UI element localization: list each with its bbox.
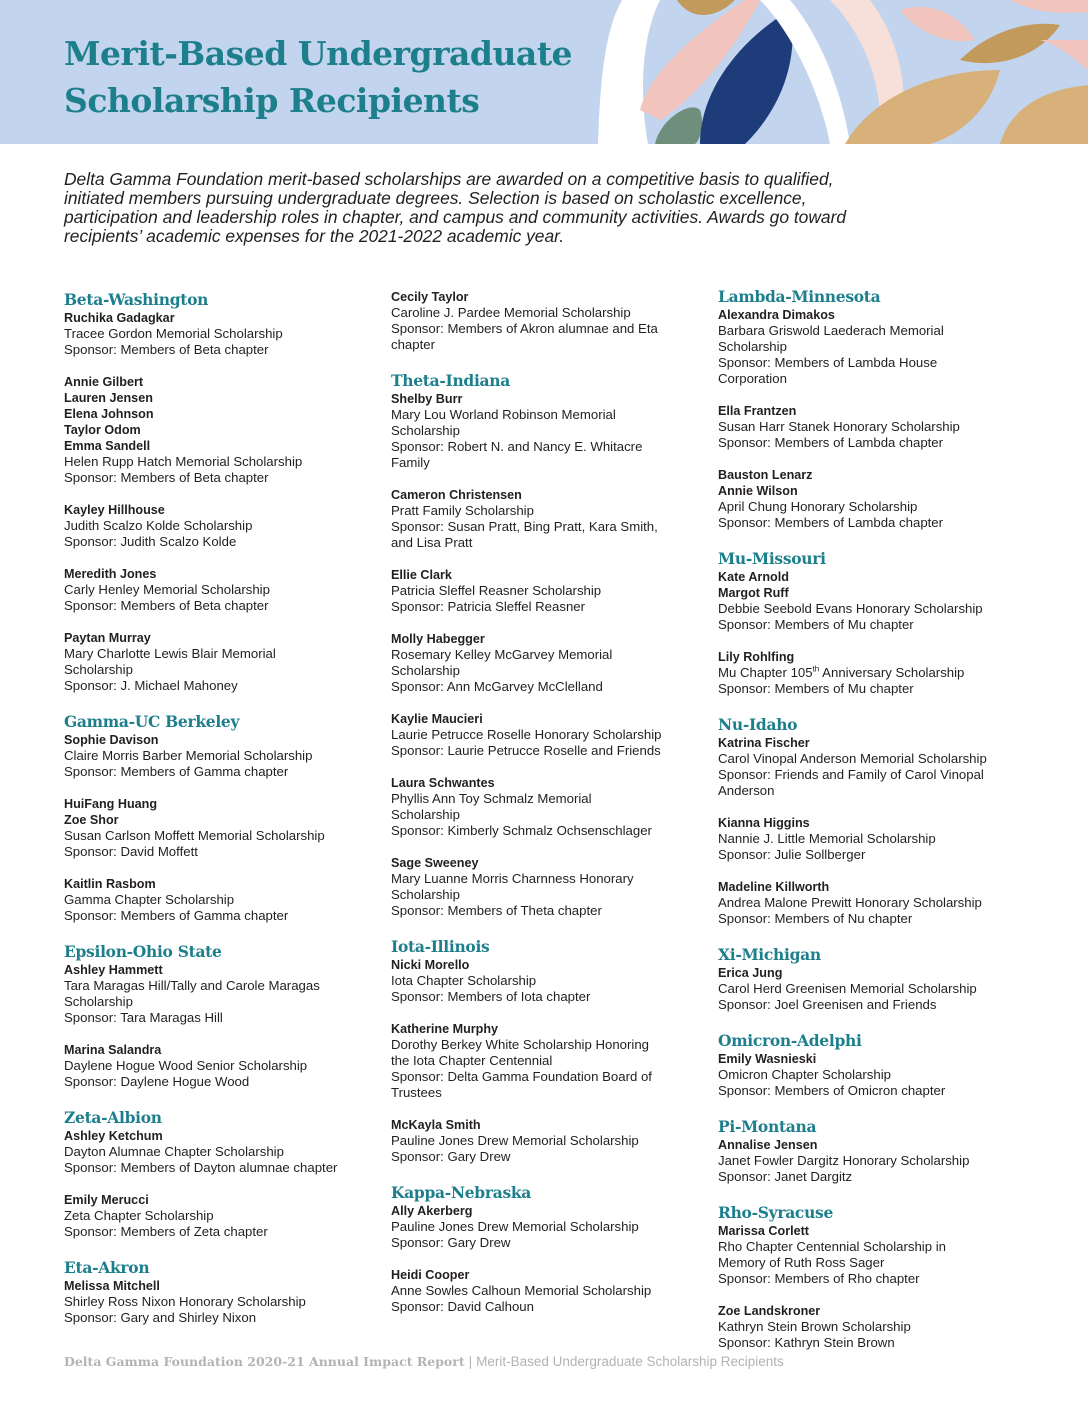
recipient-name: Kaylie Maucieri	[391, 712, 483, 726]
sponsor-text: Sponsor: Members of Theta chapter	[391, 903, 602, 918]
scholarship-name: Caroline J. Pardee Memorial Scholarship	[391, 305, 631, 320]
scholarship-entry	[64, 566, 394, 614]
sponsor-text: Sponsor: Members of Rho chapter	[718, 1271, 920, 1286]
chapter-kappa-nebraska	[391, 1183, 721, 1315]
sponsor-text: Sponsor: Members of Mu chapter	[718, 681, 914, 696]
recipient-name: Kaitlin Rasbom	[64, 877, 156, 891]
scholarship-name: Shirley Ross Nixon Honorary Scholarship	[64, 1294, 306, 1309]
sponsor-text: Sponsor: Members of Iota chapter	[391, 989, 591, 1004]
scholarship-entry	[718, 1223, 1048, 1287]
intro-line: participation and leadership roles in chapter, and campus and community activities. Awards go toward	[64, 207, 847, 227]
recipient-name: Annie Wilson	[718, 484, 798, 498]
recipient-name: Lily Rohlfing	[718, 650, 795, 664]
recipient-name: Bauston Lenarz	[718, 468, 813, 482]
scholarship-entry	[64, 962, 394, 1026]
scholarship-entry	[391, 1117, 721, 1165]
scholarship-entry	[718, 815, 1048, 863]
scholarship-name: Iota Chapter Scholarship	[391, 973, 537, 988]
scholarship-entry	[64, 732, 394, 780]
scholarship-name: Scholarship	[391, 423, 460, 438]
scholarship-name-part: Mu Chapter 105	[718, 665, 813, 680]
chapter-xi-michigan	[718, 945, 1048, 1013]
chapter-gamma-uc-berkeley	[64, 712, 394, 924]
scholarship-entry	[64, 310, 394, 358]
scholarship-name: Daylene Hogue Wood Senior Scholarship	[64, 1058, 308, 1073]
page-title	[64, 30, 572, 124]
chapter-heading: Epsilon-Ohio State	[64, 942, 222, 961]
chapter-heading: Pi-Montana	[718, 1117, 817, 1136]
sponsor-text: Sponsor: Members of Lambda chapter	[718, 515, 944, 530]
sponsor-text: Sponsor: Members of Gamma chapter	[64, 764, 289, 779]
chapter-heading: Nu-Idaho	[718, 715, 798, 734]
scholarship-name: Patricia Sleffel Reasner Scholarship	[391, 583, 602, 598]
leaf-shape	[598, 0, 660, 144]
recipient-name: Ally Akerberg	[391, 1204, 473, 1218]
sponsor-text: Family	[391, 455, 430, 470]
scholarship-entry	[718, 649, 1048, 697]
recipient-name: Ashley Hammett	[64, 963, 163, 977]
scholarship-name: Mary Luanne Morris Charnness Honorary	[391, 871, 634, 886]
recipient-name: Ruchika Gadagkar	[64, 311, 175, 325]
scholarship-name: Dorothy Berkey White Scholarship Honoring	[391, 1037, 650, 1052]
sponsor-text: Sponsor: Julie Sollberger	[718, 847, 866, 862]
scholarship-name: April Chung Honorary Scholarship	[718, 499, 918, 514]
scholarship-entry	[718, 467, 1048, 531]
chapter-theta-indiana	[391, 371, 721, 919]
recipient-name: Sophie Davison	[64, 733, 159, 747]
chapter-pi-montana	[718, 1117, 1048, 1185]
recipient-name: Kate Arnold	[718, 570, 789, 584]
scholarship-entry	[718, 1303, 1048, 1351]
sponsor-text: Sponsor: Kimberly Schmalz Ochsenschlager	[391, 823, 652, 838]
recipient-name: Marissa Corlett	[718, 1224, 809, 1238]
sponsor-text: Sponsor: Members of Zeta chapter	[64, 1224, 268, 1239]
title-line: Scholarship Recipients	[64, 81, 480, 120]
chapter-mu-missouri	[718, 549, 1048, 697]
sponsor-text: Sponsor: Members of Nu chapter	[718, 911, 913, 926]
chapter-zeta-albion	[64, 1108, 394, 1240]
scholarship-name: Memory of Ruth Ross Sager	[718, 1255, 885, 1270]
scholarship-name: Claire Morris Barber Memorial Scholarship	[64, 748, 313, 763]
sponsor-text: Sponsor: Gary Drew	[391, 1149, 511, 1164]
scholarship-entry	[718, 735, 1048, 799]
sponsor-text: Sponsor: Gary Drew	[391, 1235, 511, 1250]
recipient-name: Ashley Ketchum	[64, 1129, 163, 1143]
chapter-heading: Omicron-Adelphi	[718, 1031, 862, 1050]
chapter-lambda-minnesota	[718, 287, 1048, 531]
footer-section-title: Merit-Based Undergraduate Scholarship Recipients	[476, 1354, 784, 1369]
footer-report-title: Delta Gamma Foundation 2020-21 Annual Impact Report	[64, 1354, 465, 1369]
scholarship-name: Mary Lou Worland Robinson Memorial	[391, 407, 616, 422]
column-1	[64, 290, 394, 1344]
sponsor-text: Sponsor: Laurie Petrucce Roselle and Friends	[391, 743, 661, 758]
sponsor-text: Sponsor: Janet Dargitz	[718, 1169, 853, 1184]
scholarship-name: Susan Harr Stanek Honorary Scholarship	[718, 419, 960, 434]
chapter-heading: Iota-Illinois	[391, 937, 490, 956]
scholarship-name: Scholarship	[64, 994, 133, 1009]
scholarship-name: Pauline Jones Drew Memorial Scholarship	[391, 1219, 639, 1234]
scholarship-name: Laurie Petrucce Roselle Honorary Scholarship	[391, 727, 662, 742]
sponsor-text: Trustees	[391, 1085, 442, 1100]
scholarship-entry	[391, 1203, 721, 1251]
scholarship-name: Gamma Chapter Scholarship	[64, 892, 235, 907]
chapter-heading: Kappa-Nebraska	[391, 1183, 532, 1202]
recipient-name: Cameron Christensen	[391, 488, 522, 502]
scholarship-name: Barbara Griswold Laederach Memorial	[718, 323, 944, 338]
scholarship-entry	[391, 289, 721, 353]
recipient-name: Shelby Burr	[391, 392, 463, 406]
sponsor-text: and Lisa Pratt	[391, 535, 473, 550]
scholarship-name-part: Anniversary Scholarship	[819, 665, 965, 680]
sponsor-text: Sponsor: Robert N. and Nancy E. Whitacre	[391, 439, 643, 454]
recipient-name: Molly Habegger	[391, 632, 485, 646]
intro-line: recipients’ academic expenses for the 2021-2022 academic year.	[64, 226, 565, 246]
chapter-beta-washington	[64, 290, 394, 694]
scholarship-entry	[718, 569, 1048, 633]
scholarship-name: Rho Chapter Centennial Scholarship in	[718, 1239, 946, 1254]
chapter-heading: Gamma-UC Berkeley	[64, 712, 240, 731]
scholarship-name: Rosemary Kelley McGarvey Memorial	[391, 647, 613, 662]
sponsor-text: Sponsor: Gary and Shirley Nixon	[64, 1310, 257, 1325]
scholarship-entry	[64, 502, 394, 550]
chapter-heading: Xi-Michigan	[718, 945, 821, 964]
recipient-name: McKayla Smith	[391, 1118, 481, 1132]
chapter-epsilon-ohio-state	[64, 942, 394, 1090]
recipient-name: Ellie Clark	[391, 568, 452, 582]
chapter-heading: Mu-Missouri	[718, 549, 826, 568]
chapter-heading: Zeta-Albion	[64, 1108, 162, 1127]
chapter-heading: Theta-Indiana	[391, 371, 511, 390]
sponsor-text: Sponsor: Members of Lambda chapter	[718, 435, 944, 450]
recipient-name: Zoe Shor	[64, 813, 119, 827]
scholarship-name: Scholarship	[391, 887, 460, 902]
scholarship-entry	[391, 775, 721, 839]
sponsor-text: Sponsor: Members of Beta chapter	[64, 342, 269, 357]
recipient-name: Paytan Murray	[64, 631, 151, 645]
recipient-name: Annalise Jensen	[718, 1138, 818, 1152]
column-3	[718, 287, 1048, 1369]
scholarship-entry	[391, 631, 721, 695]
sponsor-text: Sponsor: Joel Greenisen and Friends	[718, 997, 937, 1012]
sponsor-text: Sponsor: Tara Maragas Hill	[64, 1010, 223, 1025]
recipient-name: Meredith Jones	[64, 567, 157, 581]
sponsor-text: Sponsor: Members of Beta chapter	[64, 598, 269, 613]
scholarship-entry	[718, 879, 1048, 927]
recipient-name: Nicki Morello	[391, 958, 470, 972]
sponsor-text: Sponsor: Members of Mu chapter	[718, 617, 914, 632]
chapter-eta-akron	[64, 1258, 394, 1326]
intro-line: Delta Gamma Foundation merit-based scholarships are awarded on a competitive basis to qualified,	[64, 169, 834, 189]
scholarship-name: Phyllis Ann Toy Schmalz Memorial	[391, 791, 592, 806]
scholarship-entry	[718, 1137, 1048, 1185]
scholarship-entry	[64, 1042, 394, 1090]
leaf-shape	[1000, 85, 1088, 144]
chapter-iota-illinois	[391, 937, 721, 1165]
recipient-name: Ella Frantzen	[718, 404, 797, 418]
recipient-name: Elena Johnson	[64, 407, 154, 421]
scholarship-entry	[391, 957, 721, 1005]
scholarship-name: Carol Herd Greenisen Memorial Scholarship	[718, 981, 977, 996]
scholarship-entry	[64, 1278, 394, 1326]
scholarship-entry	[718, 307, 1048, 387]
chapter-nu-idaho	[718, 715, 1048, 927]
scholarship-name: Dayton Alumnae Chapter Scholarship	[64, 1144, 284, 1159]
leaf-shape	[900, 7, 975, 41]
recipient-name: Melissa Mitchell	[64, 1279, 160, 1293]
scholarship-entry	[64, 1192, 394, 1240]
intro-line: initiated members pursuing undergraduate degrees. Selection is based on scholastic excellence,	[64, 188, 807, 208]
scholarship-name: Mary Charlotte Lewis Blair Memorial	[64, 646, 276, 661]
sponsor-text: Sponsor: Members of Akron alumnae and Eta	[391, 321, 658, 336]
chapter-heading: Beta-Washington	[64, 290, 209, 309]
scholarship-name: Susan Carlson Moffett Memorial Scholarship	[64, 828, 325, 843]
scholarship-name: Tracee Gordon Memorial Scholarship	[64, 326, 283, 341]
recipient-name: Sage Sweeney	[391, 856, 479, 870]
scholarship-name: Carly Henley Memorial Scholarship	[64, 582, 270, 597]
scholarship-entry	[391, 711, 721, 759]
recipient-name: Emily Merucci	[64, 1193, 149, 1207]
scholarship-entry	[391, 855, 721, 919]
chapter-rho-syracuse	[718, 1203, 1048, 1351]
column-2	[391, 289, 721, 1333]
scholarship-name: Judith Scalzo Kolde Scholarship	[64, 518, 253, 533]
scholarship-entry	[718, 1051, 1048, 1099]
recipient-name: Emily Wasnieski	[718, 1052, 817, 1066]
scholarship-name: Zeta Chapter Scholarship	[64, 1208, 214, 1223]
sponsor-text: Sponsor: Friends and Family of Carol Vinopal	[718, 767, 984, 782]
footer-separator: |	[468, 1354, 473, 1369]
scholarship-name	[718, 665, 1048, 681]
scholarship-entry	[64, 876, 394, 924]
sponsor-text: Sponsor: Members of Beta chapter	[64, 470, 269, 485]
page-footer	[64, 1354, 784, 1369]
recipient-name: Alexandra Dimakos	[718, 308, 835, 322]
scholarship-entry	[64, 1128, 394, 1176]
scholarship-entry	[391, 567, 721, 615]
scholarship-name: Anne Sowles Calhoun Memorial Scholarship	[391, 1283, 652, 1298]
scholarship-name: the Iota Chapter Centennial	[391, 1053, 553, 1068]
sponsor-text: Anderson	[718, 783, 775, 798]
sponsor-text: Sponsor: Members of Dayton alumnae chapter	[64, 1160, 338, 1175]
recipient-name: Taylor Odom	[64, 423, 141, 437]
scholarship-name: Andrea Malone Prewitt Honorary Scholarship	[718, 895, 982, 910]
sponsor-text: Sponsor: Members of Lambda House	[718, 355, 938, 370]
recipient-name: Cecily Taylor	[391, 290, 469, 304]
scholarship-entry	[391, 487, 721, 551]
leaf-shape	[960, 24, 1060, 63]
sponsor-text: Sponsor: Ann McGarvey McClelland	[391, 679, 603, 694]
scholarship-entry	[64, 630, 394, 694]
recipient-name: Erica Jung	[718, 966, 783, 980]
sponsor-text: Sponsor: Kathryn Stein Brown	[718, 1335, 895, 1350]
scholarship-entry	[718, 403, 1048, 451]
recipient-name: Katherine Murphy	[391, 1022, 499, 1036]
chapter-heading: Rho-Syracuse	[718, 1203, 834, 1222]
sponsor-text: Sponsor: Susan Pratt, Bing Pratt, Kara Smith,	[391, 519, 658, 534]
recipient-name: Kianna Higgins	[718, 816, 810, 830]
sponsor-text: Sponsor: Daylene Hogue Wood	[64, 1074, 250, 1089]
scholarship-entry	[64, 374, 394, 486]
header-band	[0, 0, 1088, 144]
leaf-shape	[1010, 0, 1088, 13]
sponsor-text: Sponsor: Members of Omicron chapter	[718, 1083, 946, 1098]
scholarship-name: Scholarship	[64, 662, 133, 677]
sponsor-text: chapter	[391, 337, 435, 352]
scholarship-name: Scholarship	[718, 339, 787, 354]
leaf-shape	[677, 0, 735, 15]
recipient-name: Kayley Hillhouse	[64, 503, 165, 517]
title-line: Merit-Based Undergraduate	[64, 34, 573, 73]
sponsor-text: Sponsor: Members of Gamma chapter	[64, 908, 289, 923]
sponsor-text: Sponsor: J. Michael Mahoney	[64, 678, 238, 693]
scholarship-entry	[391, 1021, 721, 1101]
leaf-shape	[1040, 40, 1088, 70]
scholarship-name: Carol Vinopal Anderson Memorial Scholarship	[718, 751, 987, 766]
recipient-name: Margot Ruff	[718, 586, 789, 600]
sponsor-text: Sponsor: Delta Gamma Foundation Board of	[391, 1069, 652, 1084]
leaf-shape	[845, 70, 1000, 144]
scholarship-name: Scholarship	[391, 807, 460, 822]
recipient-name: Emma Sandell	[64, 439, 151, 453]
ordinal-suffix: th	[812, 664, 820, 674]
scholarship-name: Debbie Seebold Evans Honorary Scholarship	[718, 601, 983, 616]
chapter-heading: Eta-Akron	[64, 1258, 150, 1277]
scholarship-entry	[718, 965, 1048, 1013]
sponsor-text: Sponsor: David Calhoun	[391, 1299, 534, 1314]
scholarship-name: Kathryn Stein Brown Scholarship	[718, 1319, 911, 1334]
recipient-name: Lauren Jensen	[64, 391, 153, 405]
scholarship-entry	[391, 1267, 721, 1315]
sponsor-text: Sponsor: David Moffett	[64, 844, 198, 859]
recipient-name: Zoe Landskroner	[718, 1304, 821, 1318]
scholarship-name: Nannie J. Little Memorial Scholarship	[718, 831, 936, 846]
recipient-name: Annie Gilbert	[64, 375, 144, 389]
sponsor-text: Corporation	[718, 371, 787, 386]
scholarship-entry	[64, 796, 394, 860]
sponsor-text: Sponsor: Judith Scalzo Kolde	[64, 534, 237, 549]
intro-paragraph	[64, 170, 1024, 246]
scholarship-name: Scholarship	[391, 663, 460, 678]
chapter-heading: Lambda-Minnesota	[718, 287, 881, 306]
chapter-eta-akron-continued	[391, 289, 721, 353]
recipient-name: Madeline Killworth	[718, 880, 830, 894]
scholarship-name: Pratt Family Scholarship	[391, 503, 534, 518]
scholarship-name: Omicron Chapter Scholarship	[718, 1067, 891, 1082]
recipient-name: Katrina Fischer	[718, 736, 810, 750]
scholarship-name: Pauline Jones Drew Memorial Scholarship	[391, 1133, 639, 1148]
recipient-name: Laura Schwantes	[391, 776, 495, 790]
scholarship-entry	[391, 391, 721, 471]
scholarship-name: Tara Maragas Hill/Tally and Carole Maragas	[64, 978, 320, 993]
scholarship-name: Helen Rupp Hatch Memorial Scholarship	[64, 454, 303, 469]
scholarship-name: Janet Fowler Dargitz Honorary Scholarship	[718, 1153, 970, 1168]
recipient-name: HuiFang Huang	[64, 797, 158, 811]
recipient-name: Marina Salandra	[64, 1043, 162, 1057]
chapter-omicron-adelphi	[718, 1031, 1048, 1099]
sponsor-text: Sponsor: Patricia Sleffel Reasner	[391, 599, 586, 614]
recipient-name: Heidi Cooper	[391, 1268, 470, 1282]
